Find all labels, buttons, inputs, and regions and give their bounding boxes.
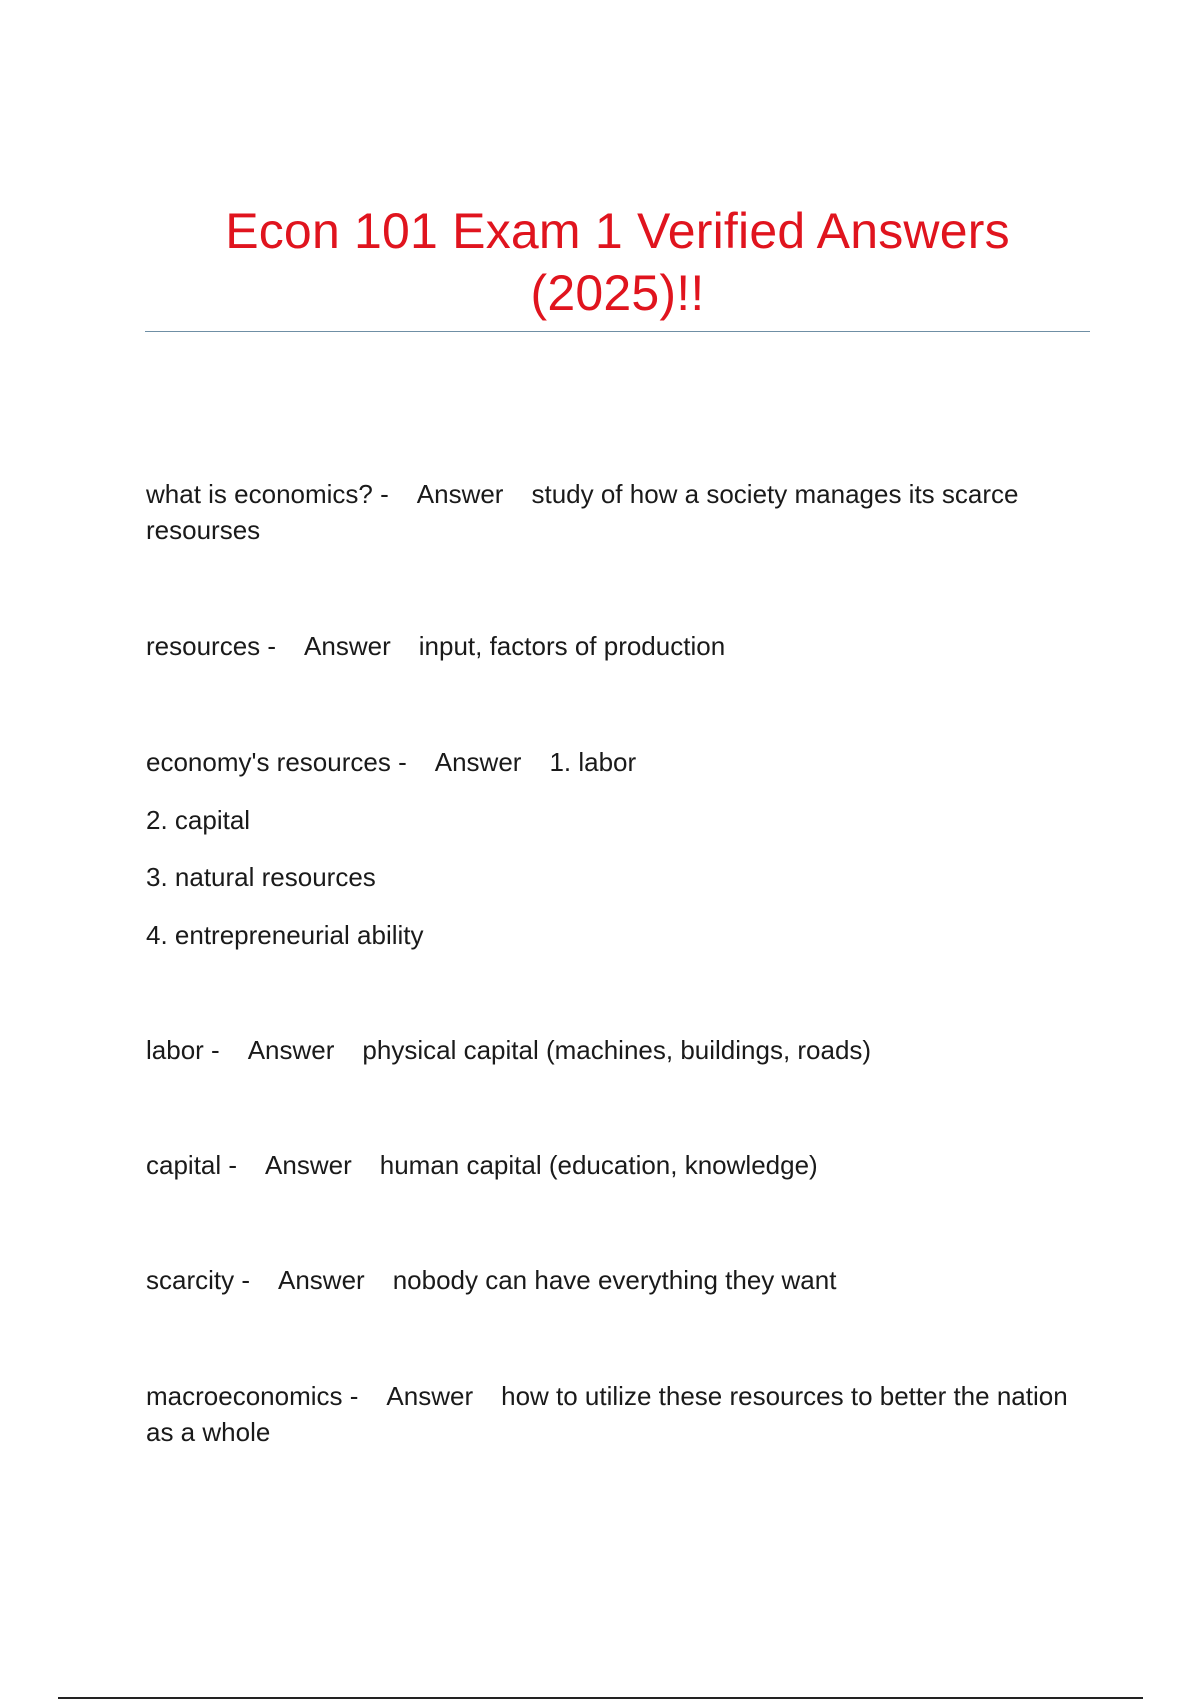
qa-term: scarcity - bbox=[146, 1265, 250, 1295]
qa-item-macroeconomics bbox=[146, 1378, 1086, 1450]
qa-term: economy's resources - bbox=[146, 747, 407, 777]
qa-first-line bbox=[146, 744, 1086, 780]
qa-definition: study of how a society manages its scarce resourses bbox=[146, 479, 1019, 545]
qa-term: labor - bbox=[146, 1035, 220, 1065]
qa-list-line: 2. capital bbox=[146, 805, 251, 835]
qa-item-what-is-economics bbox=[146, 476, 1086, 548]
qa-answer-label: Answer bbox=[304, 631, 391, 661]
qa-definition: nobody can have everything they want bbox=[392, 1265, 837, 1295]
qa-answer-label: Answer bbox=[278, 1265, 365, 1295]
footer-rule bbox=[58, 1697, 1143, 1699]
qa-item-resources bbox=[146, 628, 1086, 664]
qa-answer-label: Answer bbox=[265, 1150, 352, 1180]
qa-definition: human capital (education, knowledge) bbox=[379, 1150, 818, 1180]
qa-item-economys-resources bbox=[146, 744, 1086, 953]
qa-item-scarcity bbox=[146, 1262, 1086, 1298]
qa-item-capital bbox=[146, 1147, 1086, 1183]
document-title: Econ 101 Exam 1 Verified Answers (2025)!! bbox=[225, 203, 1010, 321]
qa-list-line: 3. natural resources bbox=[146, 862, 376, 892]
qa-list-line: 4. entrepreneurial ability bbox=[146, 920, 424, 950]
qa-item-labor bbox=[146, 1032, 1086, 1068]
qa-term: what is economics? - bbox=[146, 479, 389, 509]
qa-definition: how to utilize these resources to better the nation as a whole bbox=[146, 1381, 1068, 1447]
qa-definition: 1. labor bbox=[549, 747, 637, 777]
qa-answer-label: Answer bbox=[434, 747, 522, 777]
title-underline-rule bbox=[145, 331, 1090, 332]
qa-term: macroeconomics - bbox=[146, 1381, 359, 1411]
qa-term: resources - bbox=[146, 631, 277, 661]
qa-term: capital - bbox=[146, 1150, 238, 1180]
qa-answer-label: Answer bbox=[416, 479, 504, 509]
qa-definition: physical capital (machines, buildings, roads) bbox=[362, 1035, 872, 1065]
qa-definition: input, factors of production bbox=[418, 631, 726, 661]
qa-answer-label: Answer bbox=[247, 1035, 335, 1065]
qa-answer-label: Answer bbox=[386, 1381, 474, 1411]
